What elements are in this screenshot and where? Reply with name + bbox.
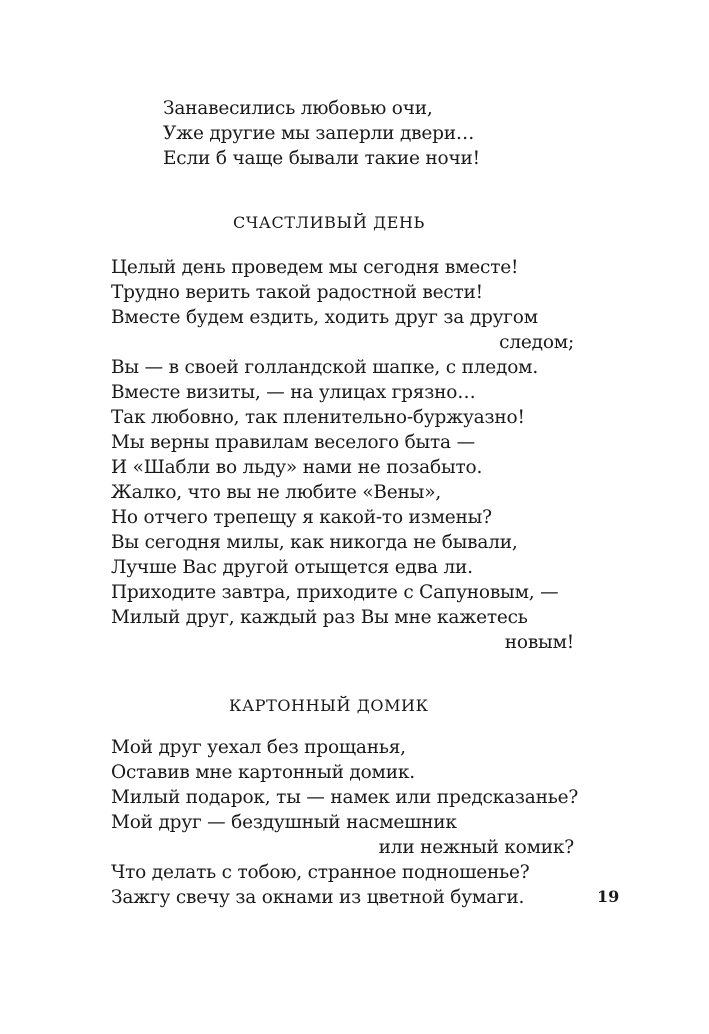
poem-line-continuation: следом;	[499, 332, 574, 353]
poem-line: Но отчего трепещу я какой-то измены?	[111, 507, 492, 528]
poem-line: Занавесились любовью очи,	[163, 98, 433, 119]
poem-body	[111, 255, 574, 655]
poem-line: Вместе будем ездить, ходить друг за другом	[111, 307, 538, 328]
poem-line: Трудно верить такой радостной вести!	[111, 282, 483, 303]
poem-line-continuation: новым!	[504, 632, 574, 653]
poem-line: Мой друг — бездушный насмешник	[111, 812, 457, 833]
poem-line: Целый день проведем мы сегодня вместе!	[111, 257, 519, 278]
poem-line-continuation: или нежный комик?	[378, 837, 574, 858]
poem-line: И «Шабли во льду» нами не позабыто.	[111, 457, 483, 478]
poem-line: Зажгу свечу за окнами из цветной бумаги.	[111, 887, 525, 908]
poem-line: Вы — в своей голландской шапке, с пледом.	[111, 357, 539, 378]
poem-line: Лучше Вас другой отыщется едва ли.	[111, 557, 473, 578]
poem-line: Мы верны правилам веселого быта —	[111, 432, 475, 453]
poem-title: КАРТОННЫЙ ДОМИК	[229, 696, 429, 715]
poem-line: Оставив мне картонный домик.	[111, 762, 415, 783]
intro-stanza	[163, 96, 583, 171]
poem-body	[111, 735, 579, 910]
poem-line: Уже другие мы заперли двери…	[163, 123, 475, 144]
poem-line: Вместе визиты, — на улицах грязно…	[111, 382, 476, 403]
poem-line: Мой друг уехал без прощанья,	[111, 737, 406, 758]
poem-line: Приходите завтра, приходите с Сапуновым, —	[111, 582, 559, 603]
poem-title: СЧАСТЛИВЫЙ ДЕНЬ	[233, 213, 425, 232]
poem-line: Милый подарок, ты — намек или предсказанье?	[111, 787, 579, 808]
poem-line: Так любовно, так пленительно-буржуазно!	[111, 407, 525, 428]
poem-line: Что делать с тобою, странное подношенье?	[111, 862, 530, 883]
poem-line: Если б чаще бывали такие ночи!	[163, 148, 480, 169]
poem-line: Жалко, что вы не любите «Вены»,	[111, 482, 441, 503]
poem-line: Милый друг, каждый раз Вы мне кажетесь	[111, 607, 528, 628]
page-number: 19	[597, 887, 620, 906]
poem-line: Вы сегодня милы, как никогда не бывали,	[111, 532, 518, 553]
